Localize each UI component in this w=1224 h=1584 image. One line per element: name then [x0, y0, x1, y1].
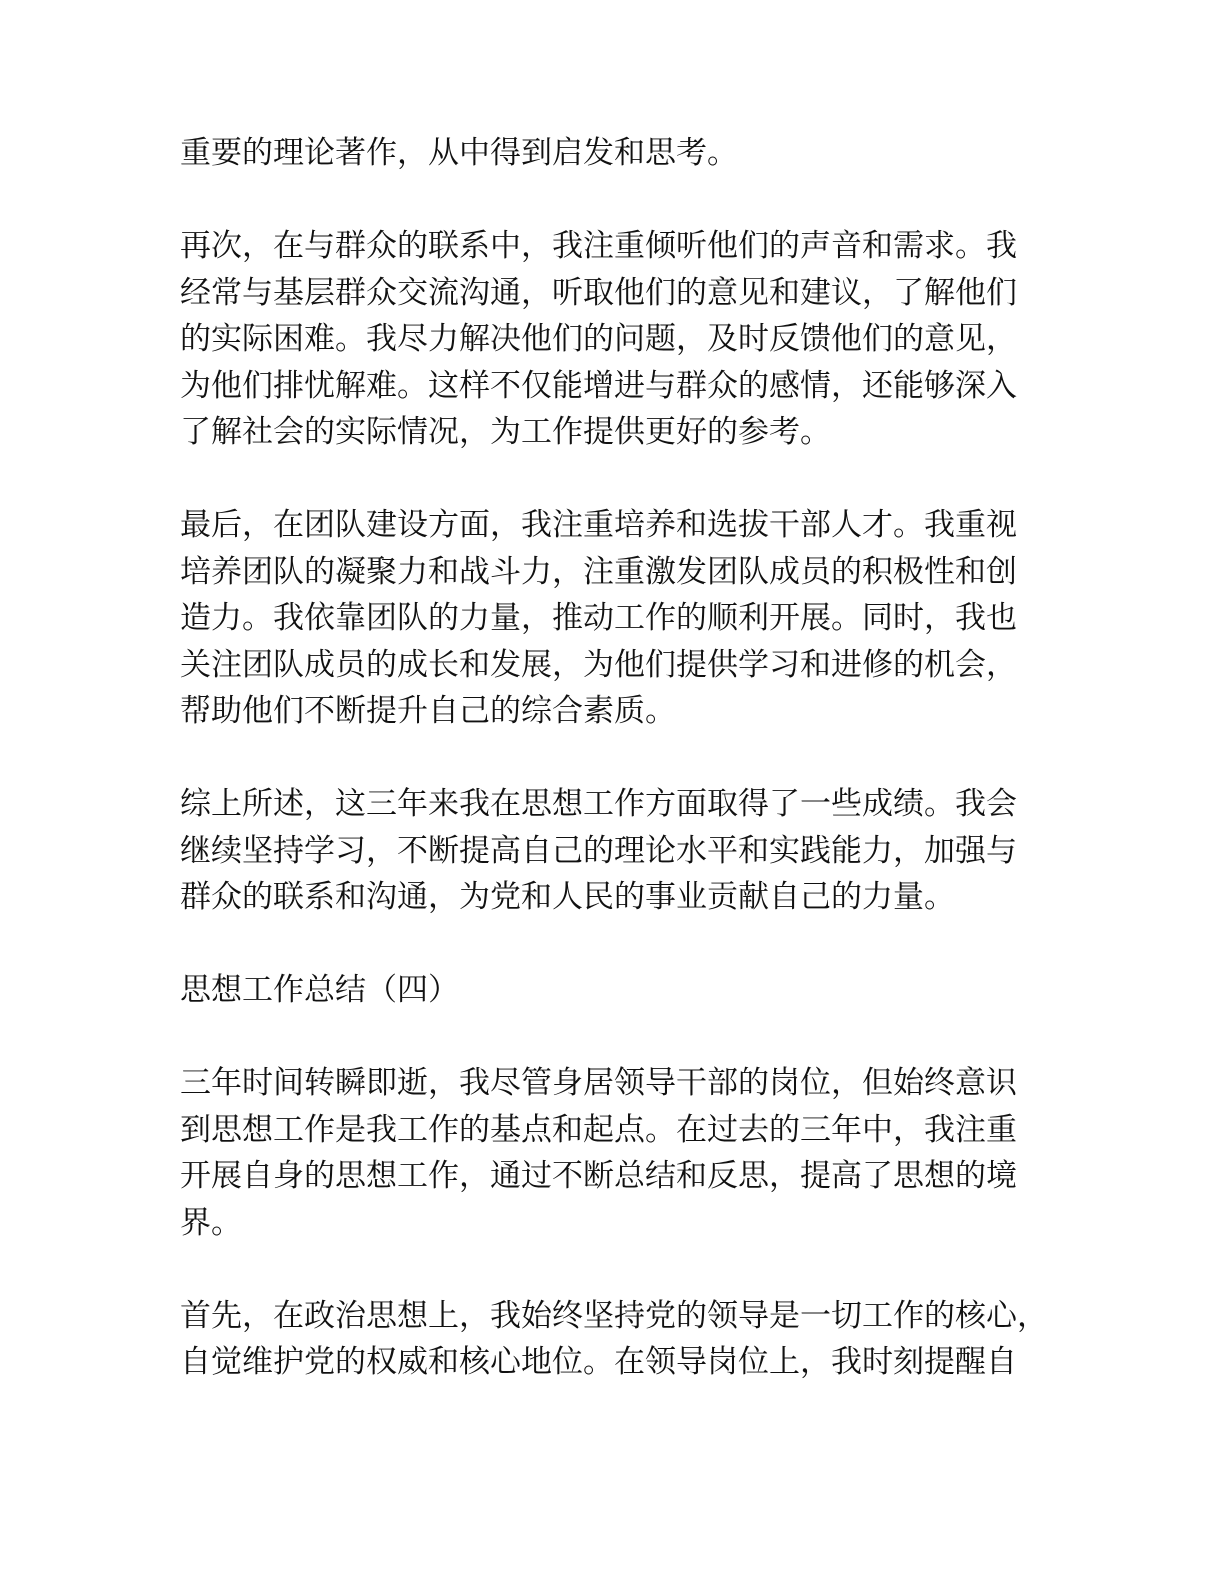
- text-line: 经常与基层群众交流沟通，听取他们的意见和建议，了解他们: [180, 274, 1017, 311]
- paragraph-1: [180, 130, 1060, 177]
- text-line: 培养团队的凝聚力和战斗力，注重激发团队成员的积极性和创: [180, 553, 1017, 590]
- document-body: [180, 130, 1060, 1432]
- text-line: 关注团队成员的成长和发展，为他们提供学习和进修的机会，: [180, 646, 1017, 683]
- paragraph-6: [180, 1293, 1060, 1386]
- text-line: 三年时间转瞬即逝，我尽管身居领导干部的岗位，但始终意识: [180, 1065, 1017, 1101]
- text-line: 的实际困难。我尽力解决他们的问题，及时反馈他们的意见，: [180, 321, 1017, 357]
- text-line: 再次，在与群众的联系中，我注重倾听他们的声音和需求。我: [180, 228, 1017, 264]
- paragraph-3: [180, 502, 1060, 735]
- text-line: 了解社会的实际情况，为工作提供更好的参考。: [180, 414, 831, 450]
- text-line: 自觉维护党的权威和核心地位。在领导岗位上，我时刻提醒自: [180, 1344, 1017, 1380]
- paragraph-2: [180, 223, 1060, 456]
- text-line: 造力。我依靠团队的力量，推动工作的顺利开展。同时，我也: [180, 600, 1017, 636]
- text-line: 开展自身的思想工作，通过不断总结和反思，提高了思想的境: [180, 1158, 1017, 1194]
- heading-text: 思想工作总结（四）: [180, 972, 459, 1008]
- text-line: 首先，在政治思想上，我始终坚持党的领导是一切工作的核心，: [180, 1297, 1048, 1334]
- text-line: 群众的联系和沟通，为党和人民的事业贡献自己的力量。: [180, 879, 955, 915]
- text-line: 帮助他们不断提升自己的综合素质。: [180, 693, 676, 729]
- paragraph-4: [180, 781, 1060, 921]
- paragraph-5: [180, 1060, 1060, 1246]
- text-line: 最后，在团队建设方面，我注重培养和选拔干部人才。我重视: [180, 507, 1017, 543]
- text-line: 为他们排忧解难。这样不仅能增进与群众的感情，还能够深入: [180, 367, 1017, 404]
- text-line: 重要的理论著作，从中得到启发和思考。: [180, 135, 738, 171]
- section-heading: [180, 967, 1060, 1014]
- text-line: 到思想工作是我工作的基点和起点。在过去的三年中，我注重: [180, 1111, 1017, 1148]
- text-line: 界。: [180, 1204, 242, 1241]
- text-line: 继续坚持学习，不断提高自己的理论水平和实践能力，加强与: [180, 832, 1017, 869]
- text-line: 综上所述，这三年来我在思想工作方面取得了一些成绩。我会: [180, 786, 1017, 822]
